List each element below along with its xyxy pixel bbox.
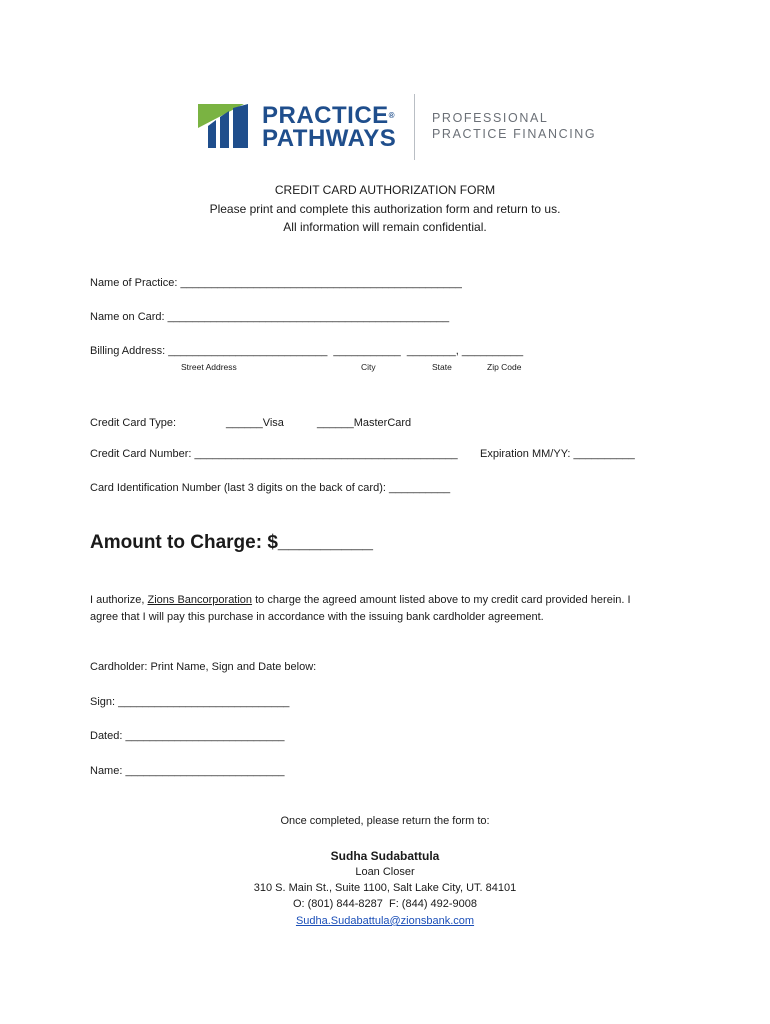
- authorization-line-1: [90, 594, 631, 606]
- authorization-line-2: agree that I will pay this purchase in accordance with the issuing bank cardholder agreement.: [90, 611, 544, 623]
- sign-field[interactable]: Sign: ____________________________: [90, 696, 290, 708]
- contact-email-row: [0, 915, 770, 927]
- contact-title: Loan Closer: [355, 866, 415, 878]
- logo-wordmark-line1: PRACTICE®: [262, 102, 396, 129]
- contact-address: 310 S. Main St., Suite 1100, Salt Lake City, UT. 84101: [253, 882, 517, 894]
- billing-address-field[interactable]: Billing Address: __________________________ ___________ ________, __________: [90, 345, 524, 357]
- confidential-note: All information will remain confidential.: [283, 220, 487, 234]
- cardholder-instruction: Cardholder: Print Name, Sign and Date below:: [90, 661, 317, 673]
- authorization-suffix: to charge the agreed amount listed above to my credit card provided herein. I: [252, 594, 631, 606]
- street-address-caption: Street Address: [181, 362, 237, 372]
- return-intro: Once completed, please return the form to:: [280, 815, 490, 827]
- contact-email-link[interactable]: Sudha.Sudabattula@zionsbank.com: [295, 915, 475, 927]
- amount-to-charge-field[interactable]: Amount to Charge: $_________: [90, 532, 373, 553]
- logo-bar-1: [208, 120, 216, 148]
- logo-tagline-line1: PROFESSIONAL: [432, 111, 549, 125]
- logo-divider: [414, 94, 415, 160]
- logo-bar-2: [220, 111, 229, 148]
- card-number-field[interactable]: Credit Card Number: ___________________________________________: [90, 448, 458, 460]
- print-name-field[interactable]: Name: __________________________: [90, 765, 285, 777]
- logo-tagline-line2: PRACTICE FINANCING: [432, 127, 597, 141]
- card-type-mastercard-option[interactable]: ______MasterCard: [317, 417, 412, 429]
- logo-registered-mark: ®: [388, 111, 396, 120]
- form-title: CREDIT CARD AUTHORIZATION FORM: [274, 183, 496, 197]
- card-id-field[interactable]: Card Identification Number (last 3 digits on the back of card): __________: [90, 482, 451, 494]
- company-name: Zions Bancorporation: [147, 594, 253, 606]
- authorization-prefix: I authorize,: [90, 594, 148, 606]
- contact-name: Sudha Sudabattula: [330, 849, 440, 863]
- state-caption: State: [432, 362, 452, 372]
- form-instruction: Please print and complete this authorization form and return to us.: [209, 202, 561, 216]
- zip-code-caption: Zip Code: [487, 362, 522, 372]
- practice-pathways-logo-mark: [198, 104, 250, 150]
- expiration-field[interactable]: Expiration MM/YY: __________: [480, 448, 635, 460]
- card-type-visa-option[interactable]: ______Visa: [226, 417, 284, 429]
- contact-phone-fax: O: (801) 844-8287 F: (844) 492-9008: [292, 898, 478, 910]
- practice-name-field[interactable]: Name of Practice: ______________________________________________: [90, 277, 462, 289]
- dated-field[interactable]: Dated: __________________________: [90, 730, 285, 742]
- logo-wordmark-line2: PATHWAYS: [262, 125, 397, 152]
- logo-bar-3: [233, 104, 248, 148]
- city-caption: City: [361, 362, 376, 372]
- card-type-label: Credit Card Type:: [90, 417, 177, 429]
- name-on-card-field[interactable]: Name on Card: ______________________________________________: [90, 311, 450, 323]
